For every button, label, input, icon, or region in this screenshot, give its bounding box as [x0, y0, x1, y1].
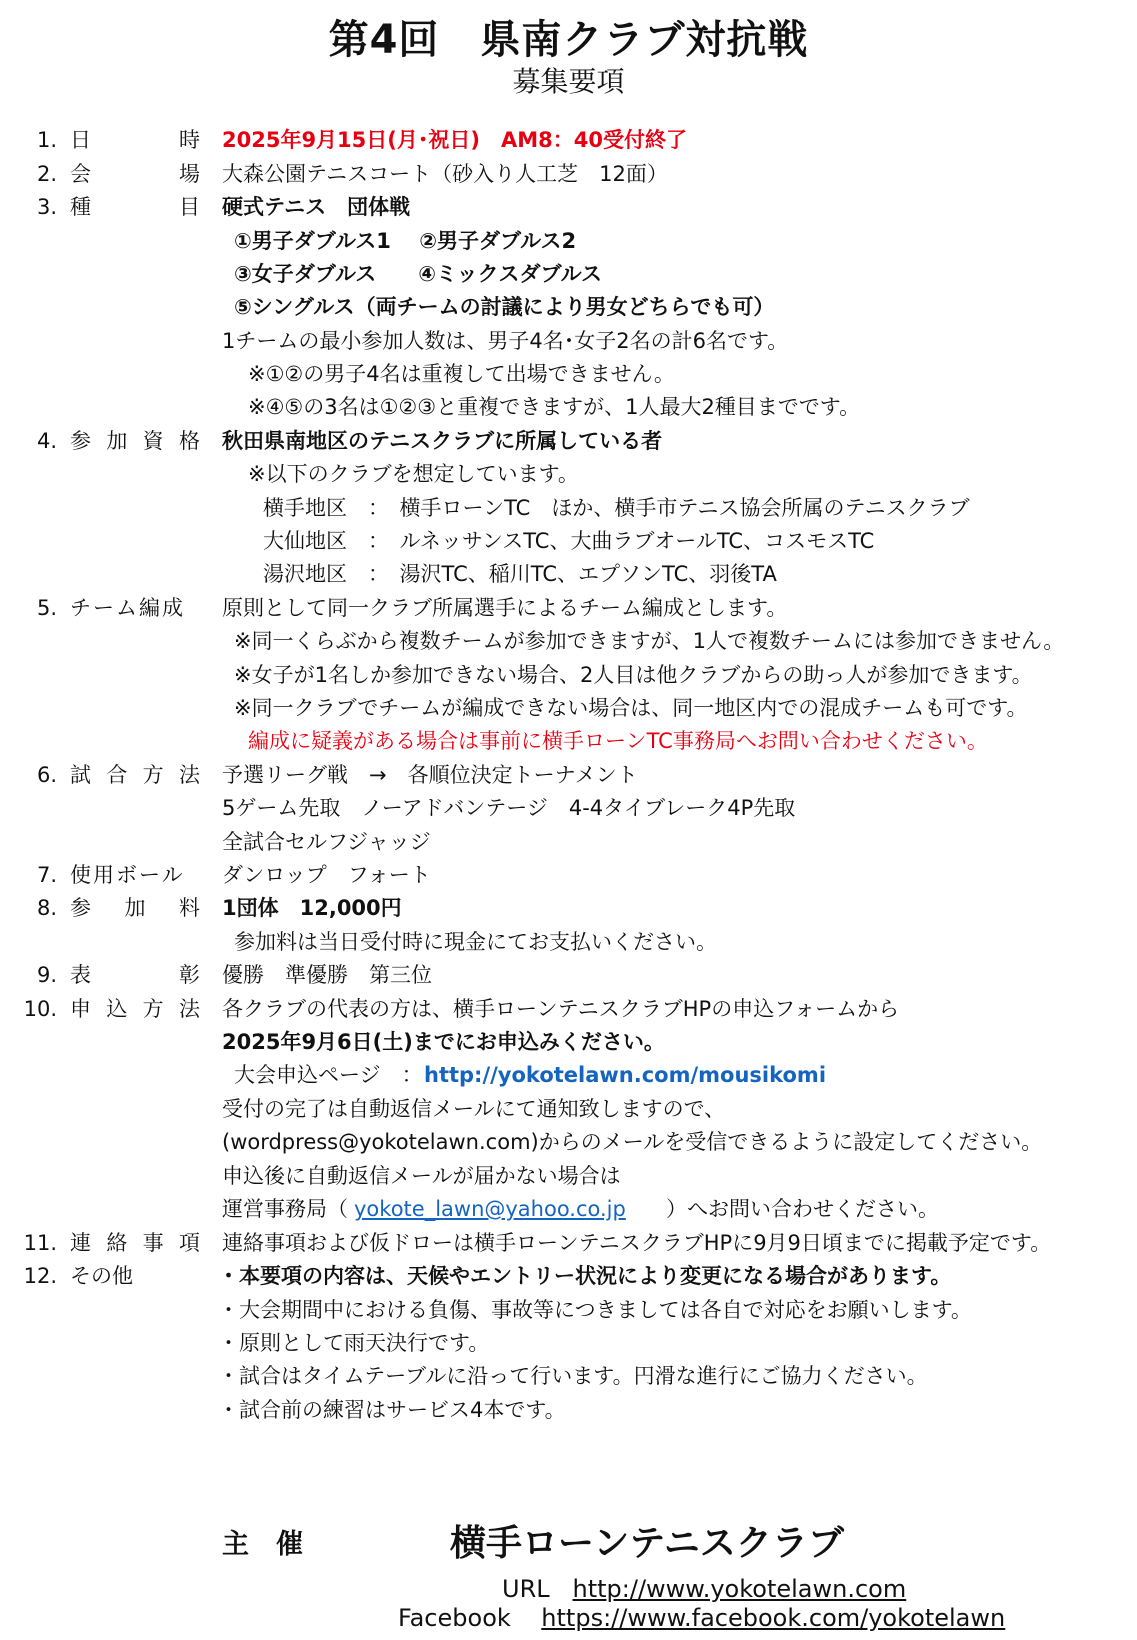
label-char: 時 [179, 128, 200, 152]
application-value: 各クラブの代表の方は、横手ローンテニスクラブHPの申込フォームから [222, 997, 900, 1021]
team-note-1: ※同一くらぶから複数チームが参加できますが、1人で複数チームには参加できません。 [234, 629, 1065, 653]
item-date [0, 123, 1137, 157]
office-prefix: 運営事務局（ [222, 1197, 348, 1221]
footer-url-row [502, 1575, 906, 1603]
item-label: チーム編成 [70, 596, 185, 620]
label-char: 参 [70, 429, 91, 453]
label-char: 事 [142, 1231, 164, 1255]
label-char: 資 [142, 429, 164, 453]
item-number: 12. [23, 1264, 57, 1288]
item-label [70, 891, 200, 925]
fee-note: 参加料は当日受付時に現金にてお支払いください。 [234, 930, 717, 954]
label-char: 種 [70, 195, 91, 219]
label-char: 場 [179, 162, 200, 186]
auto-reply-1: 受付の完了は自動返信メールにて通知致しますので、 [222, 1097, 726, 1121]
item-number: 7. [36, 863, 57, 887]
event-line-2: ③女子ダブルス ④ミックスダブルス [234, 262, 602, 286]
item-number: 1. [36, 128, 57, 152]
deadline-text: 2025年9月6日(土)までにお申込みください。 [222, 1030, 665, 1054]
label-char: 加 [124, 896, 146, 920]
item-other [0, 1259, 1137, 1293]
match-format-value: 予選リーグ戦 → 各順位決定トーナメント [222, 763, 638, 787]
url-label: URL [502, 1575, 550, 1603]
match-judge: 全試合セルフジャッジ [222, 830, 431, 854]
apply-page-label: 大会申込ページ ： [234, 1063, 423, 1087]
other-line-5: ・試合前の練習はサービス4本です。 [218, 1398, 566, 1422]
area-yokote: 横手地区 ： 横手ローンTC ほか、横手市テニス協会所属のテニスクラブ [263, 496, 970, 520]
facebook-label: Facebook [398, 1604, 511, 1632]
label-char: 込 [106, 997, 128, 1021]
label-char: 法 [178, 997, 200, 1021]
label-char: 方 [142, 997, 164, 1021]
footer-facebook-row [398, 1604, 1005, 1632]
note-men: ※①②の男子4名は重複して出場できません。 [248, 362, 675, 386]
item-application [0, 992, 1137, 1026]
office-email-link[interactable]: yokote_lawn@yahoo.co.jp [354, 1197, 626, 1221]
item-events [0, 190, 1137, 224]
apply-page-link[interactable]: http://yokotelawn.com/mousikomi [424, 1063, 827, 1087]
fee-value: 1団体 12,000円 [222, 896, 402, 920]
notices-value: 連絡事項および仮ドローは横手ローンテニスクラブHPに9月9日頃までに掲載予定です。 [222, 1231, 1052, 1255]
label-char: 格 [178, 429, 200, 453]
date-value: 2025年9月15日(月･祝日) AM8：40受付終了 [222, 128, 687, 152]
item-number: 5. [36, 596, 57, 620]
clubs-note: ※以下のクラブを想定しています。 [248, 462, 579, 486]
other-line-3: ・原則として雨天決行です。 [218, 1331, 490, 1355]
item-label: 使用ボール [70, 863, 185, 887]
label-char: 試 [70, 763, 91, 787]
item-match-format [0, 758, 1137, 792]
item-label [70, 1226, 200, 1260]
office-suffix: ）へお問い合わせください。 [666, 1197, 939, 1221]
min-members-text: 1チームの最小参加人数は、男子4名･女子2名の計6名です。 [222, 329, 789, 353]
label-char: 法 [178, 763, 200, 787]
item-label: その他 [70, 1264, 133, 1288]
item-number: 9. [36, 963, 57, 987]
label-char: 彰 [179, 963, 200, 987]
item-label [70, 758, 200, 792]
item-label [70, 123, 200, 157]
label-char: 加 [106, 429, 128, 453]
team-note-red: 編成に疑義がある場合は事前に横手ローンTC事務局へお問い合わせください。 [248, 729, 988, 753]
host-label: 主 催 [222, 1529, 303, 1560]
item-venue [0, 157, 1137, 191]
team-note-2: ※女子が1名しか参加できない場合、2人目は他クラブからの助っ人が参加できます。 [234, 663, 1033, 687]
events-value: 硬式テニス 団体戦 [222, 195, 411, 219]
label-char: 目 [179, 195, 200, 219]
item-notices [0, 1226, 1137, 1260]
item-number: 6. [36, 763, 57, 787]
item-ball [0, 858, 1137, 892]
item-eligibility [0, 424, 1137, 458]
label-char: 申 [70, 997, 91, 1021]
page-title: 第4回 県南クラブ対抗戦 [328, 17, 809, 63]
label-char: 項 [178, 1231, 200, 1255]
item-label [70, 992, 200, 1026]
item-label [70, 958, 200, 992]
label-char: 連 [70, 1231, 91, 1255]
label-char: 表 [70, 963, 91, 987]
facebook-link[interactable]: https://www.facebook.com/yokotelawn [541, 1604, 1006, 1632]
website-link[interactable]: http://www.yokotelawn.com [572, 1575, 907, 1603]
auto-reply-3: 申込後に自動返信メールが届かない場合は [222, 1164, 621, 1188]
item-label [70, 157, 200, 191]
host-club-name: 横手ローンテニスクラブ [450, 1523, 844, 1564]
auto-reply-2: (wordpress@yokotelawn.com)からのメールを受信できるように設定してください。 [222, 1130, 1043, 1154]
event-line-3: ⑤シングルス（両チームの討議により男女どちらでも可） [234, 295, 775, 319]
item-number: 2. [36, 162, 57, 186]
label-char: 合 [106, 763, 128, 787]
venue-value: 大森公園テニスコート（砂入り人工芝 12面） [222, 162, 668, 186]
other-line-2: ・大会期間中における負傷、事故等につきましては各自で対応をお願いします。 [218, 1298, 972, 1322]
team-value: 原則として同一クラブ所属選手によるチーム編成とします。 [222, 596, 788, 620]
item-team [0, 591, 1137, 625]
awards-value: 優勝 準優勝 第三位 [222, 963, 432, 987]
item-number: 4. [36, 429, 57, 453]
other-value: ・本要項の内容は、天候やエントリー状況により変更になる場合があります。 [218, 1264, 952, 1288]
item-label [70, 424, 200, 458]
label-char: 日 [70, 128, 91, 152]
area-yuzawa: 湯沢地区 ： 湯沢TC、稲川TC、エプソンTC、羽後TA [263, 562, 777, 586]
item-number: 11. [23, 1231, 57, 1255]
item-label [70, 190, 200, 224]
label-char: 絡 [106, 1231, 128, 1255]
label-char: 料 [179, 896, 200, 920]
page-subtitle: 募集要項 [512, 65, 625, 98]
other-line-4: ・試合はタイムテーブルに沿って行います。円滑な進行にご協力ください。 [218, 1364, 928, 1388]
ball-value: ダンロップ フォート [222, 863, 431, 887]
item-number: 3. [36, 195, 57, 219]
label-char: 方 [142, 763, 164, 787]
item-number: 10. [23, 997, 57, 1021]
event-line-1: ①男子ダブルス1 ②男子ダブルス2 [234, 229, 577, 253]
match-rule: 5ゲーム先取 ノーアドバンテージ 4-4タイブレーク4P先取 [222, 796, 796, 820]
note-mix: ※④⑤の3名は①②③と重複できますが、1人最大2種目までです。 [248, 395, 861, 419]
item-awards [0, 958, 1137, 992]
area-daisen: 大仙地区 ： ルネッサンスTC、大曲ラブオールTC、コスモスTC [263, 529, 875, 553]
label-char: 会 [70, 162, 91, 186]
item-number: 8. [36, 896, 57, 920]
eligibility-value: 秋田県南地区のテニスクラブに所属している者 [222, 429, 663, 453]
label-char: 参 [70, 896, 91, 920]
item-fee [0, 891, 1137, 925]
team-note-3: ※同一クラブでチームが編成できない場合は、同一地区内での混成チームも可です。 [234, 696, 1028, 720]
